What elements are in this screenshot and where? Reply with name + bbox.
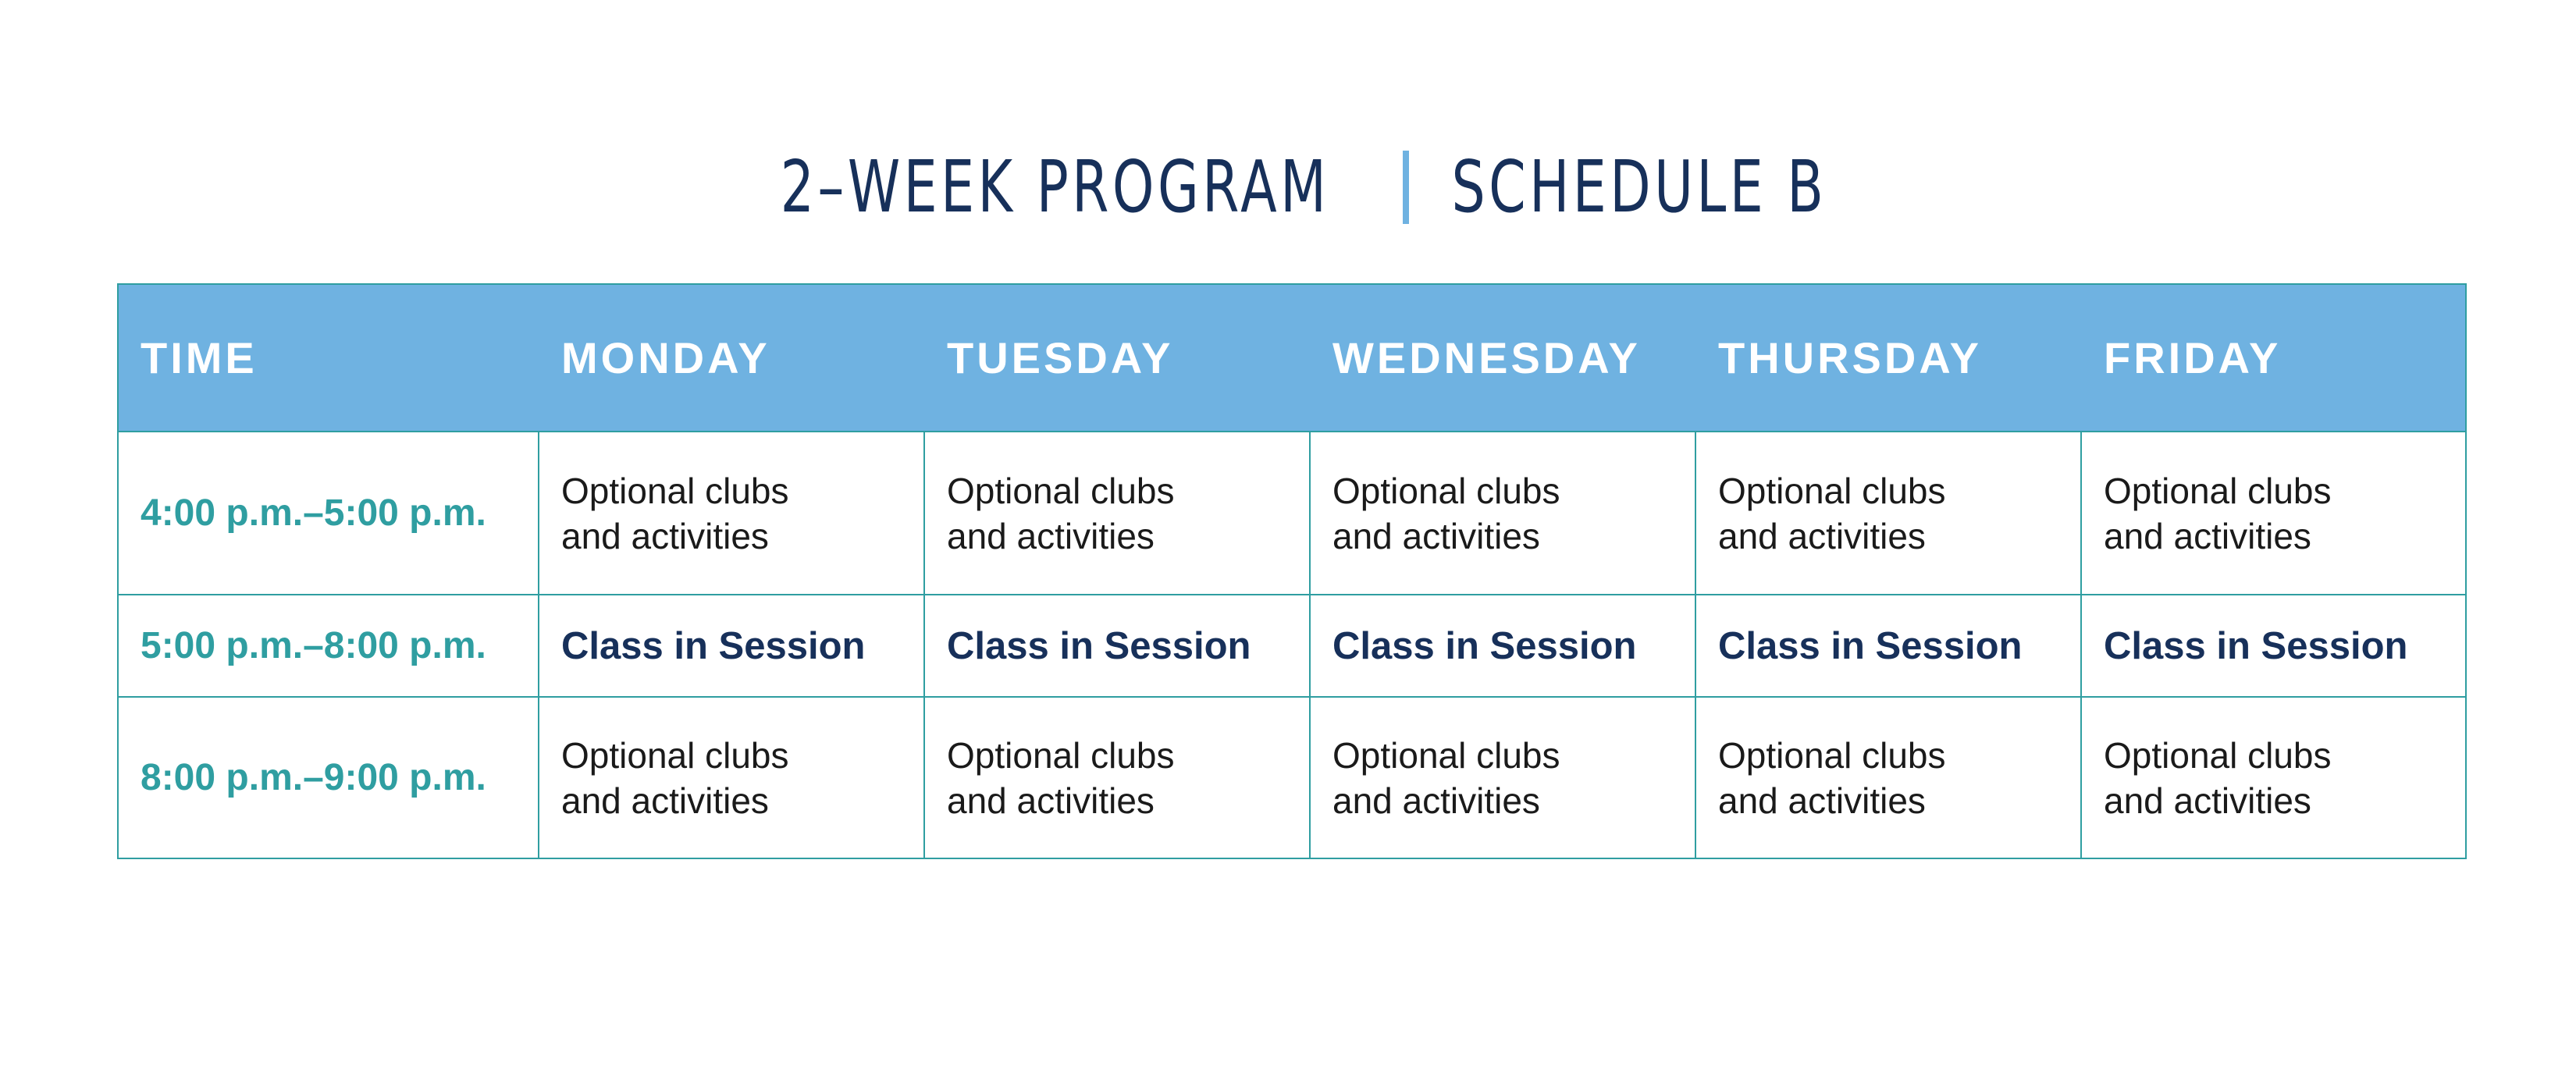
cell-text: Optional clubs and activities: [561, 470, 789, 556]
table-cell: [539, 432, 925, 594]
cell-text: Class in Session: [1718, 624, 2023, 667]
cell-text: Optional clubs and activities: [1718, 734, 1946, 821]
title-separator: [1403, 151, 1409, 224]
table-header-row: [119, 285, 2465, 431]
table-row: [119, 696, 2465, 858]
cell-text: Class in Session: [561, 624, 866, 667]
schedule-table: [117, 283, 2467, 859]
cell-text: Optional clubs and activities: [2104, 470, 2332, 556]
cell-text: Optional clubs and activities: [2104, 734, 2332, 821]
table-row: [119, 431, 2465, 594]
table-row: [119, 594, 2465, 696]
table-cell: [2082, 698, 2468, 858]
table-cell: [1696, 432, 2082, 594]
header-monday: MONDAY: [561, 333, 770, 382]
cell-text: Class in Session: [2104, 624, 2408, 667]
table-cell: [539, 698, 925, 858]
table-cell: [2082, 595, 2468, 696]
table-cell: [539, 595, 925, 696]
cell-text: Optional clubs and activities: [947, 470, 1175, 556]
header-thursday: THURSDAY: [1718, 333, 1982, 382]
cell-text: Optional clubs and activities: [1332, 470, 1560, 556]
cell-text: Optional clubs and activities: [947, 734, 1175, 821]
page-title: [0, 139, 2576, 236]
time-cell: 4:00 p.m.–5:00 p.m.: [119, 432, 539, 594]
table-cell: [1311, 595, 1696, 696]
cell-text: Class in Session: [947, 624, 1251, 667]
table-cell: [925, 595, 1311, 696]
cell-text: Optional clubs and activities: [1718, 470, 1946, 556]
header-time: TIME: [141, 333, 258, 382]
time-cell: 5:00 p.m.–8:00 p.m.: [119, 595, 539, 696]
title-program: 2–WEEK PROGRAM: [780, 145, 1329, 229]
table-cell: [925, 432, 1311, 594]
time-cell: 8:00 p.m.–9:00 p.m.: [119, 698, 539, 858]
table-cell: [1311, 432, 1696, 594]
table-cell: [1696, 595, 2082, 696]
header-wednesday: WEDNESDAY: [1332, 333, 1641, 382]
header-friday: FRIDAY: [2104, 333, 2282, 382]
table-cell: [925, 698, 1311, 858]
title-schedule: SCHEDULE B: [1451, 145, 1827, 229]
cell-text: Optional clubs and activities: [1332, 734, 1560, 821]
table-cell: [2082, 432, 2468, 594]
header-tuesday: TUESDAY: [947, 333, 1174, 382]
table-cell: [1311, 698, 1696, 858]
cell-text: Optional clubs and activities: [561, 734, 789, 821]
cell-text: Class in Session: [1332, 624, 1637, 667]
table-cell: [1696, 698, 2082, 858]
